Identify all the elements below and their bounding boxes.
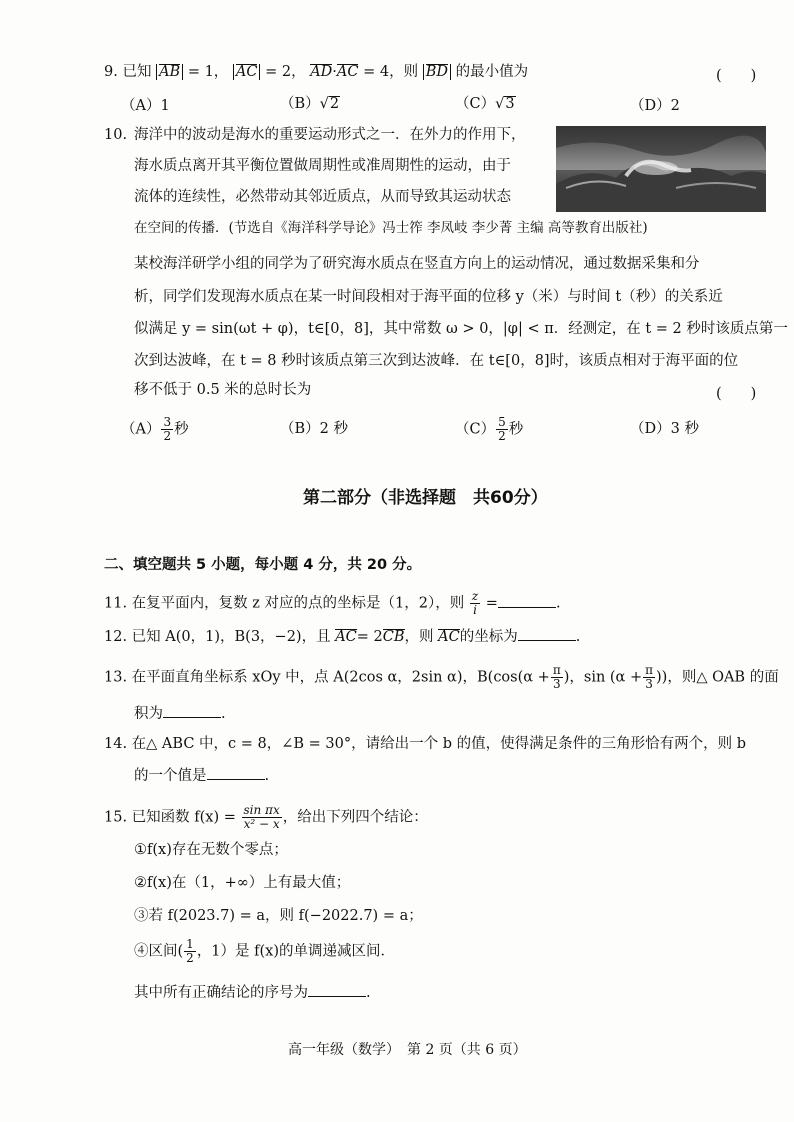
q10-option-b: （B）2 秒 (280, 421, 348, 437)
answer-blank[interactable] (518, 628, 576, 641)
q9-text: = 1， (187, 64, 229, 80)
q15-stem: 15. 已知函数 f(x) = $\frac{\text{sin πx}}{\text{x² − x}}$ ，给出下列四个结论： (104, 803, 428, 832)
page-footer: 高一年级（数学） 第 2 页（共 6 页） (288, 1042, 527, 1058)
q10-option-d: （D）3 秒 (630, 421, 699, 437)
q10-line: 某校海洋研学小组的同学为了研究海水质点在竖直方向上的运动情况，通过数据采集和分 (134, 256, 700, 272)
q10-option-c: （C） $\frac{5}{2}$ 秒 (455, 415, 524, 444)
vector-ac: AC (335, 629, 357, 645)
q10-line: 海水质点离开其平衡位置做周期性或准周期性的运动，由于 (134, 158, 511, 174)
q10-line: 次到达波峰，在 t = 8 秒时该质点第三次到达波峰．在 t∈[0，8]时，该质点相对于海平面的位 (134, 353, 739, 369)
q9-option-d: （D）2 (630, 98, 680, 114)
q9-stem (104, 64, 528, 81)
q10-line: 流体的连续性，必然带动其邻近质点，从而导致其运动状态 (134, 189, 511, 205)
ocean-wave-photo (556, 126, 766, 212)
q12: 12. 已知 A(0，1)，B(3，−2)，且 AC= 2CB，则 AC的坐标为 . (104, 629, 581, 645)
q10-line: 似满足 y = sin(ωt + φ)，t∈[0，8]，其中常数 ω > 0，|φ| < π．经测定，在 t = 2 秒时该质点第一 (134, 321, 788, 337)
q9-option-a: （A）1 (121, 98, 170, 114)
dot-operator: · (332, 64, 337, 80)
answer-blank[interactable] (207, 767, 265, 780)
vector-ac: AC (336, 64, 359, 80)
q10-line: 移不低于 0.5 米的总时长为 (134, 382, 312, 398)
q10-line: 在空间的传播．(节选自《海洋科学导论》冯士筰 李凤岐 李少菁 主编 高等教育出版社) (134, 220, 648, 236)
vector-bd: BD (425, 64, 448, 80)
part2-title: 第二部分（非选择题 共60分） (303, 488, 548, 508)
answer-blank[interactable] (498, 595, 556, 608)
q14-line2: 的一个值是 . (134, 768, 270, 784)
ocean-wave-image (556, 126, 766, 212)
q10-number: 10. (104, 127, 128, 143)
q10-option-a: （A） $\frac{3}{2}$ 秒 (121, 415, 189, 444)
q15-item-2: ②f(x)在（1，+∞）上有最大值； (134, 875, 351, 891)
q9-option-c: （C）√3 (455, 96, 515, 112)
q9-text: 的最小值为 (455, 64, 529, 80)
q9-number: 9. (104, 64, 118, 80)
vector-ad: AD (310, 64, 333, 80)
q9-option-b: （B）√2 (280, 96, 340, 112)
answer-blank[interactable] (308, 984, 366, 997)
q15-item-3: ③若 f(2023.7) = a，则 f(−2022.7) = a； (134, 908, 423, 924)
vector-ac: AC (235, 64, 258, 80)
answer-paren: ( ) (716, 386, 757, 402)
section2-header: 二、填空题共 5 小题，每小题 4 分，共 20 分。 (104, 557, 422, 573)
q9-text: = 4，则 (363, 64, 419, 80)
vector-ac: AC (438, 629, 460, 645)
vector-ab: AB (159, 64, 181, 80)
q9-text: = 2， (265, 64, 306, 80)
q11: 11. 在复平面内，复数 z 对应的点的坐标是（1，2），则 $\frac{z}{i}$ = . (104, 589, 561, 618)
answer-paren: ( ) (716, 68, 757, 84)
q9-text: 已知 (122, 64, 152, 80)
q15-last: 其中所有正确结论的序号为 . (134, 985, 371, 1001)
q14-line1: 14. 在△ ABC 中，c = 8，∠B = 30°，请给出一个 b 的值，使得满足条件的三角形恰有两个，则 b (104, 736, 747, 752)
q10-line: 析，同学们发现海水质点在某一时间段相对于海平面的位移 y（米）与时间 t（秒）的关系近 (134, 289, 723, 305)
q13-line1: 13. 在平面直角坐标系 xOy 中，点 A(2cos α，2sin α)，B(cos(α + $\frac{\pi}{3}$ )，sin (α + $\frac{\pi}{3}$ ))，则△ OAB 的面 (104, 663, 779, 692)
q13-line2: 积为 . (134, 706, 226, 722)
answer-blank[interactable] (163, 705, 221, 718)
q10-line: 海洋中的波动是海水的重要运动形式之一．在外力的作用下， (134, 127, 526, 143)
q15-item-1: ①f(x)存在无数个零点； (134, 842, 288, 858)
q15-item-4: ④区间( $\frac{1}{2}$ ，1）是 f(x)的单调递减区间． (134, 937, 396, 966)
vector-cb: CB (382, 629, 405, 645)
